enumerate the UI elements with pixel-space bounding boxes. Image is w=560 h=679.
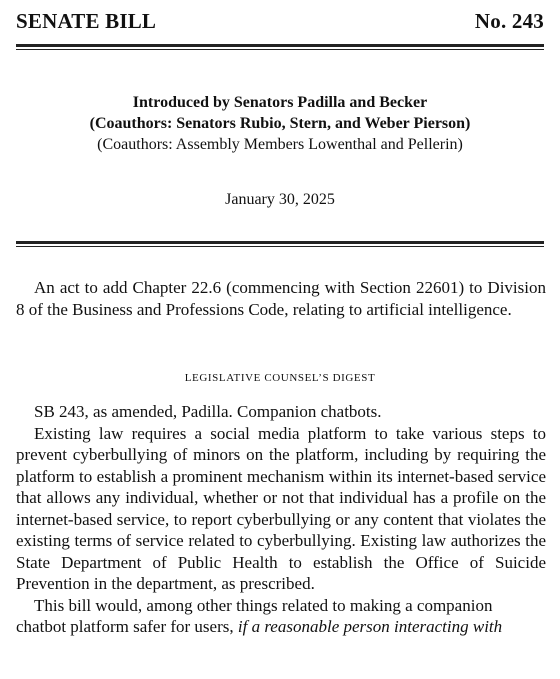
- introduction-block: [16, 92, 544, 155]
- bill-date: January 30, 2025: [225, 191, 335, 208]
- bill-type: SENATE BILL: [16, 9, 157, 33]
- assembly-coauthors: (Coauthors: Assembly Members Lowenthal and Pellerin): [97, 136, 463, 153]
- bill-number: No. 243: [474, 9, 544, 33]
- digest-title: LEGISLATIVE COUNSEL’S DIGEST: [184, 372, 376, 384]
- bill-header: [16, 9, 544, 34]
- digest-paragraph-1: Existing law requires a social media platform to take various steps to prevent cyberbullying of minors on the platform, including by requiring the platform to establish a prominent mechanism within its internet-based service that allows any individual, whether or not that individual has a profile on the internet-based service, to report cyberbullying or any content that violates the existing terms of service related to cyberbullying. Existing law authorizes the State Department of Public Health to establish the Office of Suicide Prevention in the department, as prescribed.: [16, 423, 546, 593]
- act-description: [16, 277, 546, 321]
- introduced-by: Introduced by Senators Padilla and Becker: [132, 94, 428, 111]
- digest-paragraph-2: [16, 595, 546, 638]
- digest-summary: SB 243, as amended, Padilla. Companion chatbots.: [34, 402, 382, 421]
- digest-paragraph-2-text: This bill would, among other things related to making a companion chatbot platform safer for users,: [16, 595, 493, 636]
- digest-paragraph-2-amendment: if a reasonable person interacting with: [237, 617, 503, 636]
- act-text: An act to add Chapter 22.6 (commencing with Section 22601) to Division 8 of the Business and Professions Code, relating to artificial intelligence.: [16, 278, 546, 319]
- digest-body: [16, 401, 546, 638]
- senate-coauthors: (Coauthors: Senators Rubio, Stern, and Weber Pierson): [89, 115, 471, 132]
